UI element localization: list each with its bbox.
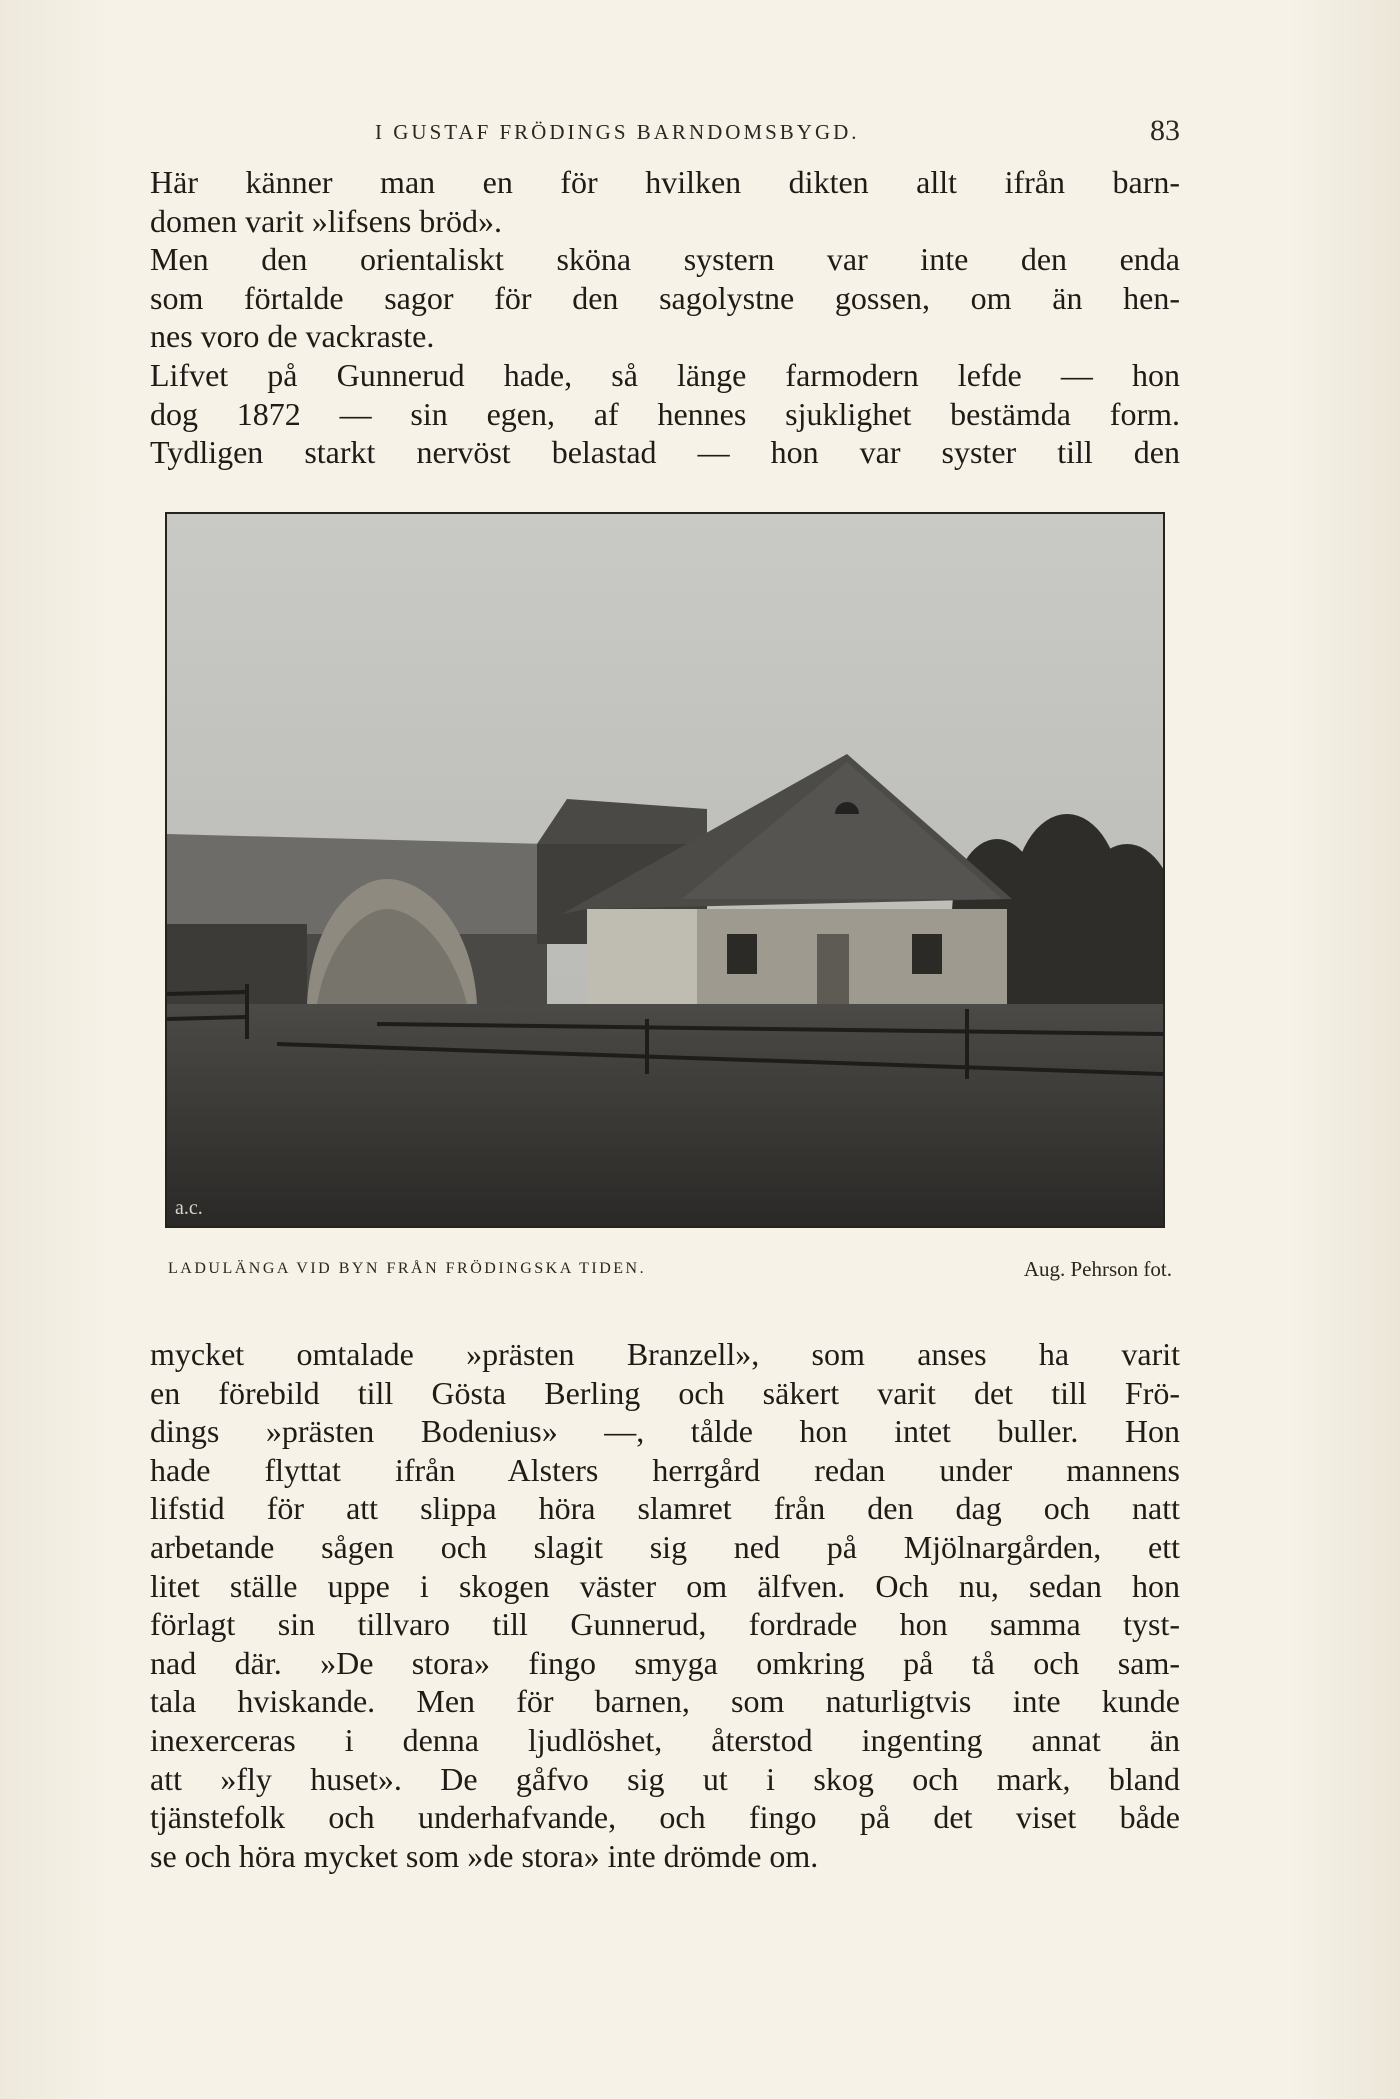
text-line: hade flyttat ifrån Alsters herrgård redan under mannens [150,1451,1180,1488]
text-line: mycket omtalade »prästen Branzell», som anses ha varit [150,1336,1180,1372]
text-line: Tydligen starkt nervöst belastad — hon var syster till den [150,434,1180,471]
text-line: nad där. »De stora» fingo smyga omkring på tå och sam- [150,1644,1180,1681]
text-line: en förebild till Gösta Berling och säkert varit det till Frö- [150,1374,1180,1411]
photo-credit: Aug. Pehrson fot. [1023,1257,1172,1281]
text-line: att »fly huset». De gåfvo sig ut i skog och mark, bland [150,1760,1180,1797]
text-line: Lifvet på Gunnerud hade, så länge farmodern lefde — hon [150,356,1180,393]
text-line: litet ställe uppe i skogen väster om älfven. Och nu, sedan hon [150,1567,1180,1604]
text-line: förlagt sin tillvaro till Gunnerud, fordrade hon samma tyst- [150,1606,1180,1643]
page-number: 83 [1150,114,1180,147]
text-block-top [150,163,1180,472]
text-line: dings »prästen Bodenius» —, tålde hon intet buller. Hon [150,1413,1180,1450]
text-line: tjänstefolk och underhafvande, och fingo på det viset både [150,1799,1180,1836]
window [727,934,757,974]
text-line: lifstid för att slippa höra slamret från den dag och natt [150,1490,1180,1527]
photo-monogram: a.c. [175,1197,203,1219]
door [817,934,849,1014]
text-line: se och höra mycket som »de stora» inte drömde om. [150,1837,819,1874]
text-line: inexerceras i denna ljudlöshet, återstod ingenting annat än [150,1721,1180,1758]
window [912,934,942,974]
text-line: tala hviskande. Men för barnen, som naturligtvis inte kunde [150,1683,1180,1720]
barn-photograph-image [167,514,1163,1226]
figure-caption [168,1257,1172,1290]
text-line: nes voro de vackraste. [150,318,435,355]
text-line: dog 1872 — sin egen, af hennes sjuklighet bestämda form. [150,395,1180,432]
text-line: arbetande sågen och slagit sig ned på Mjölnargården, ett [150,1528,1180,1565]
text-line: Här känner man en för hvilken dikten allt ifrån barn- [150,164,1180,200]
meadow [167,1004,1163,1226]
text-line: Men den orientaliskt sköna systern var inte den enda [150,241,1180,278]
barn-photograph [165,512,1165,1228]
text-block-bottom [150,1335,1180,1875]
text-line: som förtalde sagor för den sagolystne gossen, om än hen- [150,279,1180,316]
caption-text: LADULÄNGA VID BYN FRÅN FRÖDINGSKA TIDEN. [168,1260,647,1277]
running-title: I GUSTAF FRÖDINGS BARNDOMSBYGD. [375,120,860,144]
text-line: domen varit »lifsens bröd». [150,202,502,239]
running-head [150,114,1180,158]
